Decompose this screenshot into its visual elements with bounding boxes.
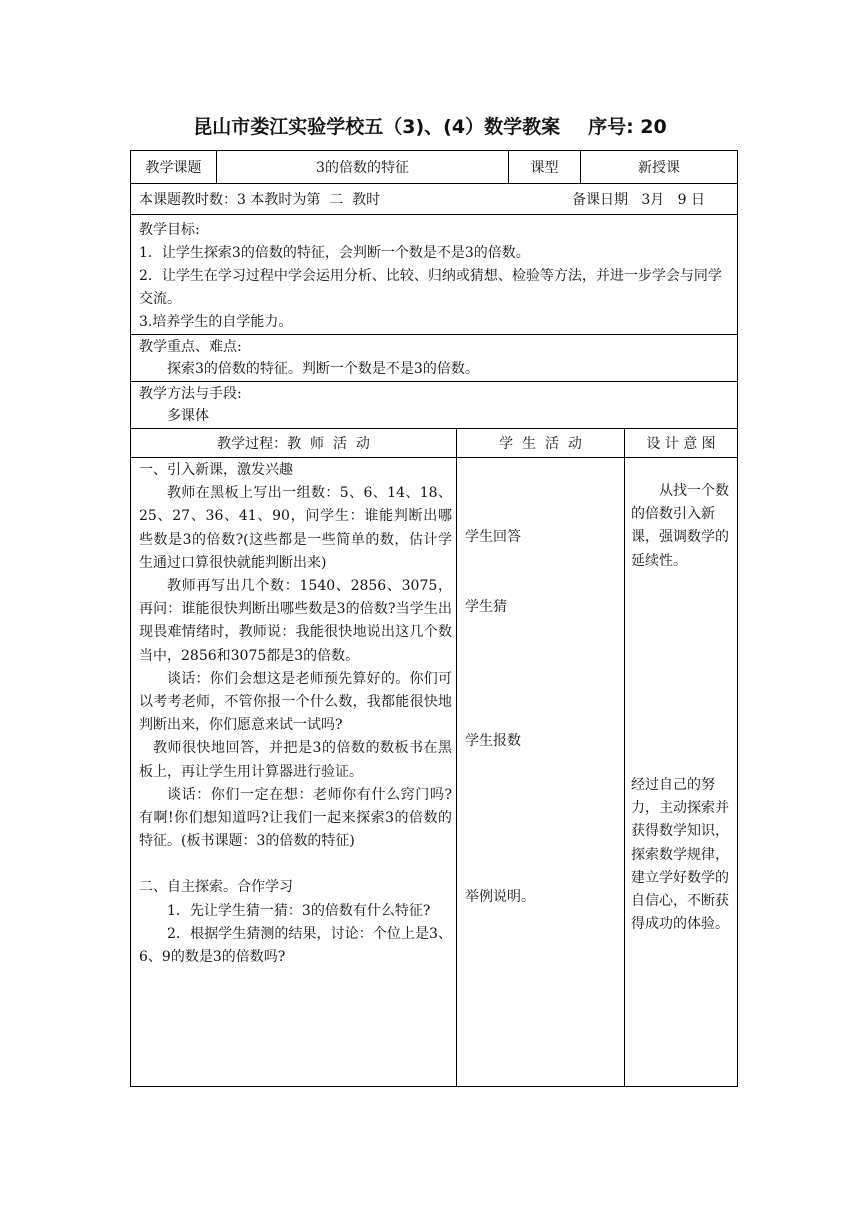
key-points-content: 探索3的倍数的特征。判断一个数是不是3的倍数。	[167, 361, 479, 377]
design-intent-cell	[625, 458, 737, 1086]
key-points-label: 教学重点、难点:	[139, 339, 242, 355]
title-text: 昆山市娄江实验学校五（3)、(4）数学教案	[193, 116, 561, 138]
student-note: 学生猜	[465, 599, 507, 615]
student-activity-cell	[457, 458, 625, 1086]
prep-date: 备课日期 3月 9 日	[572, 192, 705, 208]
section-heading: 一、引入新课，激发兴趣	[139, 462, 293, 478]
goal-item: 3.培养学生的自学能力。	[139, 314, 293, 330]
topic-value: 3的倍数的特征	[217, 151, 509, 183]
methods-label: 教学方法与手段:	[139, 386, 242, 402]
process-body-row	[131, 458, 737, 1086]
design-note: 经过自己的努力，主动探索并获得数学知识，探索数学规律，建立学好数学的自信心，不断获得成功的体验。	[631, 777, 729, 933]
lesson-count: 本课题教时数：3 本教时为第 二 教时	[139, 192, 381, 208]
methods-content: 多课体	[167, 408, 209, 424]
lesson-plan-table	[130, 150, 738, 1087]
page-title	[0, 112, 860, 139]
student-note: 学生报数	[465, 733, 521, 749]
teacher-paragraph: 教师再写出几个数：1540、2856、3075，再问：谁能很快判断出哪些数是3的倍数?当学生出现畏难情绪时，教师说：我能很快地说出这几个数当中，2856和3075都是3的倍数。	[139, 578, 452, 664]
section-heading: 二、自主探索。合作学习	[139, 879, 293, 896]
goal-item: 1．让学生探索3的倍数的特征，会判断一个数是不是3的倍数。	[139, 245, 530, 261]
student-note: 举例说明。	[465, 889, 535, 905]
teacher-paragraph: 教师很快地回答，并把是3的倍数的数板书在黑板上，再让学生用计算器进行验证。	[139, 740, 452, 780]
teacher-paragraph: 谈话：你们会想这是老师预先算好的。你们可以考考老师，不管你报一个什么数，我都能很快地判断出来，你们愿意来试一试吗?	[139, 670, 452, 734]
methods-section	[131, 382, 737, 429]
schedule-row	[131, 184, 737, 215]
student-note: 学生回答	[465, 529, 521, 545]
topic-label: 教学课题	[131, 151, 217, 183]
teacher-column-header: 教学过程：教 师 活 动	[131, 429, 457, 457]
design-note: 从找一个数的倍数引入新课，强调数学的延续性。	[631, 483, 729, 569]
type-label: 课型	[509, 151, 581, 183]
teacher-paragraph: 教师在黑板上写出一组数：5、6、14、18、25、27、36、41、90，问学生：谁能判断出哪些数是3的倍数?(这些都是一些简单的数，估计学生通过口算很快就能判断出来)	[139, 485, 452, 571]
process-header-row	[131, 429, 737, 458]
type-value: 新授课	[638, 160, 680, 176]
goals-label: 教学目标:	[139, 222, 200, 238]
topic-row	[131, 151, 737, 184]
teacher-paragraph: 2．根据学生猜测的结果，讨论：个位上是3、6、9的数是3的倍数吗?	[139, 925, 452, 966]
key-points-section	[131, 335, 737, 382]
design-column-header: 设 计 意 图	[646, 436, 716, 452]
goals-section	[131, 215, 737, 335]
teacher-activity-cell	[131, 458, 457, 1086]
teacher-paragraph: 1．先让学生猜一猜：3的倍数有什么特征?	[167, 902, 431, 919]
goal-item: 2．让学生在学习过程中学会运用分析、比较、归纳或猜想、检验等方法，并进一步学会与同学交流。	[139, 268, 722, 307]
student-column-header: 学 生 活 动	[457, 429, 625, 457]
teacher-paragraph: 谈话：你们一定在想：老师你有什么窍门吗?有啊!你们想知道吗?让我们一起来探索3的倍数的特征。(板书课题：3的倍数的特征)	[139, 786, 452, 850]
serial-number: 序号: 20	[588, 116, 667, 138]
